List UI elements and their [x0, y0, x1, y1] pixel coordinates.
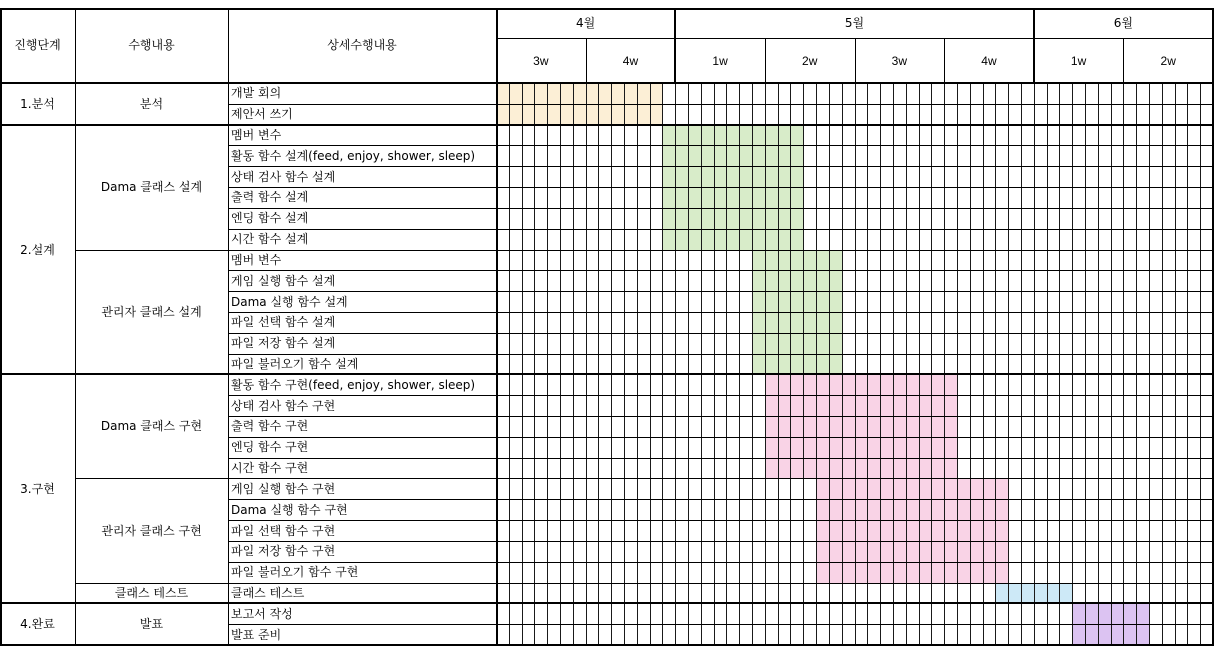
day-gridline: [1034, 83, 1035, 645]
detail-cell: 활동 함수 설계(feed, enjoy, shower, sleep): [231, 148, 476, 163]
day-gridline: [944, 83, 945, 645]
detail-cell: 멤버 변수: [231, 252, 282, 267]
day-gridline: [855, 83, 856, 645]
detail-cell: 게임 실행 함수 설계: [231, 273, 336, 288]
week-label: 3w: [533, 53, 549, 68]
day-gridline: [522, 83, 523, 645]
day-gridline: [906, 83, 907, 645]
detail-cell: 엔딩 함수 구현: [231, 440, 309, 455]
detail-cell: 출력 함수 구현: [231, 419, 309, 434]
left-border: [0, 8, 2, 645]
day-gridline: [662, 83, 663, 645]
day-gridline: [893, 83, 894, 645]
week-label: 2w: [802, 53, 818, 68]
task-cell: Dama 클래스 구현: [100, 419, 203, 434]
task-cell: 관리자 클래스 설계: [101, 304, 202, 319]
day-gridline: [1085, 83, 1086, 645]
day-gridline: [765, 83, 766, 645]
day-gridline: [880, 83, 881, 645]
day-gridline: [842, 83, 843, 645]
day-gridline: [867, 83, 868, 645]
day-gridline: [1175, 83, 1176, 645]
right-border: [1212, 8, 1214, 646]
day-gridline: [1111, 83, 1112, 645]
detail-cell: 보고서 작성: [231, 606, 293, 621]
detail-cell: 시간 함수 설계: [231, 232, 309, 247]
detail-cell: Dama 실행 함수 설계: [231, 294, 348, 309]
task-column-divider: [228, 8, 229, 645]
detail-cell: 파일 저장 함수 구현: [231, 544, 336, 559]
phase-column-divider: [75, 8, 76, 645]
phase-cell: 4.완료: [20, 617, 55, 632]
day-gridline: [598, 83, 599, 645]
day-gridline: [1021, 83, 1022, 645]
day-gridline: [752, 83, 753, 645]
day-gridline: [1047, 83, 1048, 645]
header-bottom-border: [0, 82, 1213, 84]
week-label: 1w: [712, 53, 728, 68]
week-label: 2w: [1160, 53, 1176, 68]
day-gridline: [1098, 83, 1099, 645]
day-gridline: [650, 83, 651, 645]
month-label: 5월: [844, 16, 865, 30]
task-cell: 관리자 클래스 구현: [101, 523, 202, 538]
detail-cell: 클래스 테스트: [231, 585, 305, 600]
detail-cell: 상태 검사 함수 설계: [231, 169, 336, 184]
day-gridline: [573, 83, 574, 645]
week-label: 4w: [981, 53, 997, 68]
detail-cell: 파일 불러오기 함수 구현: [231, 565, 359, 580]
day-gridline: [1072, 83, 1073, 645]
day-gridline: [1149, 83, 1150, 645]
schedule-bar: [816, 478, 1008, 582]
detail-cell: 멤버 변수: [231, 128, 282, 143]
day-gridline: [688, 83, 689, 645]
day-gridline: [995, 83, 996, 645]
day-gridline: [803, 83, 804, 645]
phase-cell: 1.분석: [20, 96, 55, 111]
week-label: 4w: [622, 53, 639, 68]
day-gridline: [1200, 83, 1201, 645]
day-gridline: [829, 83, 830, 645]
top-border: [0, 8, 1213, 10]
week-label: 3w: [891, 53, 907, 68]
month-label: 4월: [576, 16, 596, 30]
day-gridline: [983, 83, 984, 645]
day-gridline: [624, 83, 625, 645]
phase-header: 진행단계: [14, 38, 61, 52]
day-gridline: [957, 83, 958, 645]
detail-cell: 시간 함수 구현: [231, 461, 309, 476]
detail-cell: 제안서 쓰기: [231, 107, 293, 122]
day-gridline: [739, 83, 740, 645]
day-gridline: [1187, 83, 1188, 645]
day-gridline: [790, 83, 791, 645]
phase-divider: [0, 644, 1213, 646]
day-gridline: [1162, 83, 1163, 645]
detail-header: 상세수행내용: [327, 38, 397, 52]
day-gridline: [701, 83, 702, 645]
month-week-divider: [496, 38, 1213, 39]
detail-cell: 게임 실행 함수 구현: [231, 481, 336, 496]
day-gridline: [560, 83, 561, 645]
day-gridline: [970, 83, 971, 645]
detail-cell: 엔딩 함수 설계: [231, 211, 309, 226]
task-cell: 클래스 테스트: [114, 585, 189, 600]
day-gridline: [1008, 83, 1009, 645]
task-cell: Dama 클래스 설계: [100, 180, 203, 195]
task-header: 수행내용: [128, 38, 175, 52]
day-gridline: [547, 83, 548, 645]
day-gridline: [509, 83, 510, 645]
detail-cell: Dama 실행 함수 구현: [231, 502, 348, 517]
day-gridline: [1136, 83, 1137, 645]
detail-cell: 파일 저장 함수 설계: [231, 336, 336, 351]
task-cell: 분석: [139, 96, 164, 111]
day-gridline: [778, 83, 779, 645]
detail-column-divider: [496, 8, 498, 645]
day-gridline: [931, 83, 932, 645]
phase-cell: 2.설계: [20, 242, 55, 257]
task-cell: 발표: [139, 617, 164, 632]
day-gridline: [1059, 83, 1060, 645]
day-gridline: [534, 83, 535, 645]
detail-cell: 개발 회의: [231, 86, 282, 101]
day-gridline: [586, 83, 587, 645]
detail-cell: 상태 검사 함수 구현: [231, 398, 336, 413]
detail-cell: 발표 준비: [231, 627, 282, 642]
month-label: 6월: [1113, 16, 1133, 30]
day-gridline: [637, 83, 638, 645]
day-gridline: [816, 83, 817, 645]
week-label: 1w: [1070, 53, 1087, 68]
detail-cell: 파일 불러오기 함수 설계: [231, 356, 359, 371]
day-gridline: [611, 83, 612, 645]
detail-cell: 출력 함수 설계: [231, 190, 309, 205]
day-gridline: [1123, 83, 1124, 645]
day-gridline: [726, 83, 727, 645]
detail-cell: 파일 선택 함수 설계: [231, 315, 336, 330]
schedule-bar: [765, 374, 957, 478]
day-gridline: [714, 83, 715, 645]
detail-cell: 파일 선택 함수 구현: [231, 523, 336, 538]
day-gridline: [675, 83, 676, 645]
detail-cell: 활동 함수 구현(feed, enjoy, shower, sleep): [231, 377, 476, 392]
phase-cell: 3.구현: [20, 481, 55, 496]
day-gridline: [919, 83, 920, 645]
